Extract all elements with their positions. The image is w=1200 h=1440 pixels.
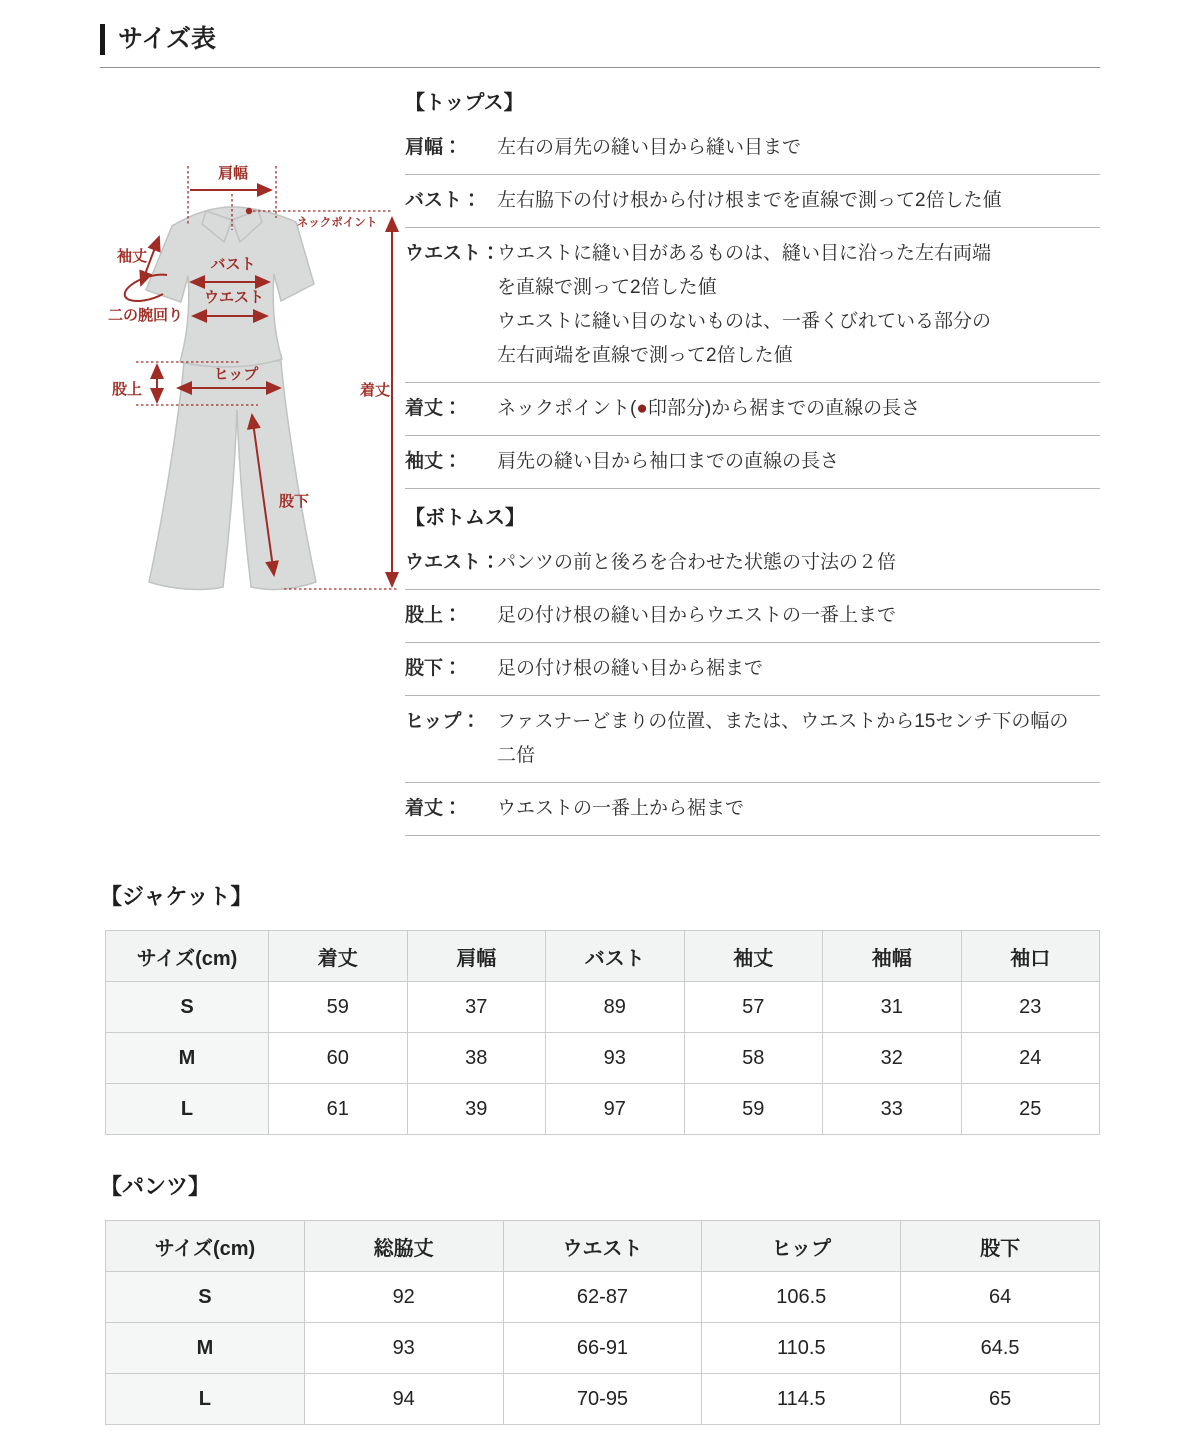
def-term: ウエスト：	[405, 552, 501, 573]
value-cell: 58	[684, 1033, 823, 1084]
table-header-cell: ヒップ	[702, 1221, 901, 1272]
size-cell: S	[106, 982, 269, 1033]
def-desc-line: ウエストの一番上から裾まで	[497, 798, 745, 819]
value-cell: 114.5	[702, 1374, 901, 1425]
table-header-cell: ウエスト	[503, 1221, 702, 1272]
jacket-row-l	[106, 1084, 1100, 1135]
desc-pre: ネックポイント(	[497, 398, 637, 419]
size-cell: L	[106, 1374, 305, 1425]
size-cell: L	[106, 1084, 269, 1135]
def-term: 股上：	[405, 605, 463, 626]
value-cell: 94	[304, 1374, 503, 1425]
value-cell: 64.5	[901, 1323, 1100, 1374]
value-cell: 64	[901, 1272, 1100, 1323]
jacket-heading: 【ジャケット】	[100, 884, 253, 909]
table-header-cell: 肩幅	[407, 931, 546, 982]
def-term: 着丈：	[405, 398, 463, 419]
value-cell: 59	[684, 1084, 823, 1135]
def-term: 肩幅：	[405, 137, 463, 158]
def-desc-line: ウエストに縫い目のないものは、一番くびれている部分の	[497, 311, 992, 332]
rise-label: 股上	[112, 381, 143, 398]
table-header-cell: 袖丈	[684, 931, 823, 982]
def-row-rise	[405, 590, 1100, 643]
page-title: サイズ表	[100, 24, 216, 55]
jacket-row-s	[106, 982, 1100, 1033]
def-term: 袖丈：	[405, 451, 463, 472]
def-term: バスト：	[405, 190, 482, 211]
neck-point-label: ネックポイント	[296, 217, 378, 229]
value-cell: 93	[546, 1033, 685, 1084]
table-header-cell: バスト	[546, 931, 685, 982]
def-desc-line: 二倍	[497, 745, 536, 766]
def-desc-line: 左右両端を直線で測って2倍した値	[497, 345, 793, 366]
size-cell: M	[106, 1033, 269, 1084]
table-header-cell: 股下	[901, 1221, 1100, 1272]
table-header-cell: 袖幅	[823, 931, 962, 982]
value-cell: 89	[546, 982, 685, 1033]
value-cell: 37	[407, 982, 546, 1033]
shoulder-width-label: 肩幅	[217, 165, 249, 182]
size-cell: M	[106, 1323, 305, 1374]
pants-illustration	[149, 361, 316, 589]
def-desc-line: パンツの前と後ろを合わせた状態の寸法の２倍	[497, 552, 897, 573]
value-cell: 61	[269, 1084, 408, 1135]
table-header-cell: 総脇丈	[304, 1221, 503, 1272]
def-term: ウエスト：	[405, 243, 501, 264]
def-row-inseam	[405, 643, 1100, 696]
value-cell: 92	[304, 1272, 503, 1323]
def-term: 股下：	[405, 658, 463, 679]
table-header-cell: サイズ(cm)	[106, 931, 269, 982]
value-cell: 110.5	[702, 1323, 901, 1374]
def-row-length-bottoms	[405, 783, 1100, 836]
inseam-label: 股下	[279, 493, 310, 510]
def-row-length-tops	[405, 383, 1100, 436]
def-desc-line: 足の付け根の縫い目からウエストの一番上まで	[497, 605, 897, 626]
pants-row-s	[106, 1272, 1100, 1323]
tops-heading: 【トップス】	[405, 92, 524, 114]
def-desc-line: ウエストに縫い目があるものは、縫い目に沿った左右両端	[497, 243, 992, 264]
def-row-sleeve	[405, 436, 1100, 489]
value-cell: 65	[901, 1374, 1100, 1425]
table-header-cell: サイズ(cm)	[106, 1221, 305, 1272]
value-cell: 32	[823, 1033, 962, 1084]
pants-header-row	[106, 1221, 1100, 1272]
value-cell: 70-95	[503, 1374, 702, 1425]
def-desc-line: 左右の肩先の縫い目から縫い目まで	[497, 137, 802, 158]
jacket-header-row	[106, 931, 1100, 982]
jacket-size-table	[105, 930, 1100, 1135]
value-cell: 57	[684, 982, 823, 1033]
value-cell: 62-87	[503, 1272, 702, 1323]
garment-measurement-diagram	[100, 158, 410, 618]
hip-label: ヒップ	[213, 366, 259, 383]
value-cell: 59	[269, 982, 408, 1033]
value-cell: 97	[546, 1084, 685, 1135]
pants-row-l	[106, 1374, 1100, 1425]
neck-point-dot	[246, 208, 252, 214]
def-desc-line: ファスナーどまりの位置、または、ウエストから15センチ下の幅の	[497, 711, 1069, 732]
value-cell: 23	[961, 982, 1100, 1033]
value-cell: 106.5	[702, 1272, 901, 1323]
measurement-definitions	[405, 90, 1100, 836]
value-cell: 66-91	[503, 1323, 702, 1374]
def-row-hip	[405, 696, 1100, 783]
pants-heading: 【パンツ】	[100, 1174, 211, 1199]
pants-row-m	[106, 1323, 1100, 1374]
def-term: ヒップ：	[405, 711, 481, 732]
def-term: 着丈：	[405, 798, 463, 819]
jacket-row-m	[106, 1033, 1100, 1084]
value-cell: 60	[269, 1033, 408, 1084]
def-row-bust	[405, 175, 1100, 228]
def-desc-line: 左右脇下の付け根から付け根までを直線で測って2倍した値	[497, 190, 1002, 211]
value-cell: 33	[823, 1084, 962, 1135]
value-cell: 24	[961, 1033, 1100, 1084]
table-header-cell: 袖口	[961, 931, 1100, 982]
waist-label: ウエスト	[203, 289, 265, 306]
neck-point-mark: ●	[636, 398, 648, 419]
def-desc-line	[497, 392, 1100, 426]
bust-label: バスト	[210, 256, 256, 273]
value-cell: 25	[961, 1084, 1100, 1135]
def-desc-line: 肩先の縫い目から袖口までの直線の長さ	[497, 451, 840, 472]
value-cell: 38	[407, 1033, 546, 1084]
upper-arm-label: 二の腕回り	[108, 307, 184, 324]
def-row-waist-tops	[405, 228, 1100, 383]
def-desc-line: 足の付け根の縫い目から裾まで	[497, 658, 764, 679]
size-cell: S	[106, 1272, 305, 1323]
title-divider	[100, 67, 1100, 68]
top-illustration	[146, 207, 314, 367]
body-length-label: 着丈	[359, 382, 391, 399]
sleeve-length-label: 袖丈	[116, 248, 148, 265]
value-cell: 93	[304, 1323, 503, 1374]
def-row-shoulder	[405, 122, 1100, 175]
value-cell: 39	[407, 1084, 546, 1135]
bottoms-heading: 【ボトムス】	[405, 507, 525, 529]
table-header-cell: 着丈	[269, 931, 408, 982]
value-cell: 31	[823, 982, 962, 1033]
def-row-waist-bottoms	[405, 537, 1100, 590]
desc-post: 印部分)から裾までの直線の長さ	[647, 398, 921, 419]
def-desc-line: を直線で測って2倍した値	[497, 277, 717, 298]
pants-size-table	[105, 1220, 1100, 1425]
